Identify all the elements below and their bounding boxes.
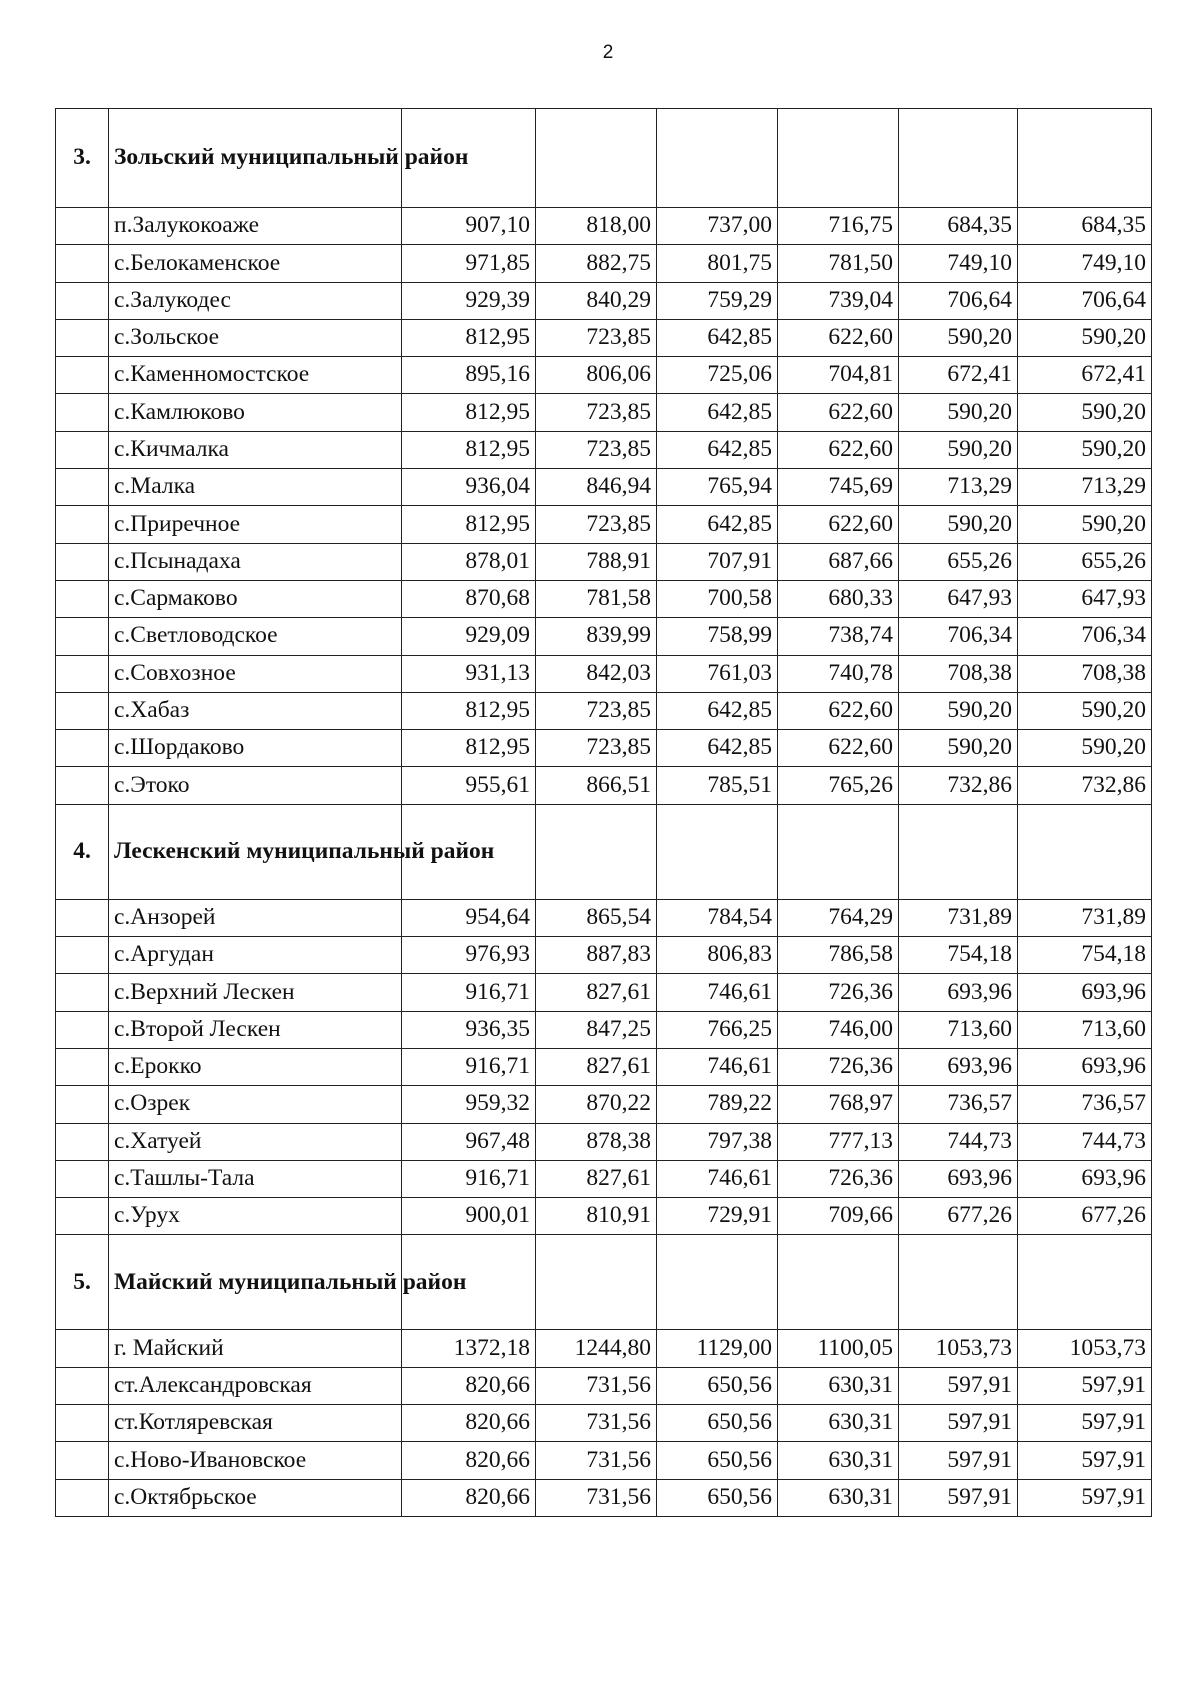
rate-value: 746,61 — [657, 1160, 778, 1197]
rate-value: 731,56 — [536, 1442, 657, 1479]
district-header-row — [56, 1235, 1152, 1330]
rate-value: 597,91 — [1018, 1479, 1152, 1516]
rate-value: 758,99 — [657, 618, 778, 655]
rate-value: 729,91 — [657, 1198, 778, 1235]
index-cell — [56, 974, 109, 1011]
rate-value: 839,99 — [536, 618, 657, 655]
rate-value: 827,61 — [536, 1160, 657, 1197]
rate-value: 590,20 — [899, 730, 1018, 767]
rate-value: 882,75 — [536, 245, 657, 282]
rate-value: 687,66 — [778, 543, 899, 580]
table-row — [56, 618, 1152, 655]
locality-name: с.Шордаково — [109, 730, 402, 767]
rate-value: 693,96 — [1018, 1160, 1152, 1197]
rate-value: 870,22 — [536, 1086, 657, 1123]
rate-value: 916,71 — [402, 974, 536, 1011]
district-index: 4. — [56, 804, 109, 899]
rate-value: 931,13 — [402, 655, 536, 692]
rate-value: 642,85 — [657, 692, 778, 729]
rate-value: 622,60 — [778, 394, 899, 431]
rate-value: 726,36 — [778, 974, 899, 1011]
rate-value: 731,89 — [899, 899, 1018, 936]
locality-name: с.Псынадаха — [109, 543, 402, 580]
rate-value: 866,51 — [536, 767, 657, 804]
rate-value: 650,56 — [657, 1479, 778, 1516]
rate-value: 597,91 — [899, 1405, 1018, 1442]
rate-value: 781,50 — [778, 245, 899, 282]
rate-value: 590,20 — [1018, 692, 1152, 729]
rate-value: 842,03 — [536, 655, 657, 692]
locality-name: с.Совхозное — [109, 655, 402, 692]
empty-cell — [1018, 109, 1152, 208]
rate-value: 967,48 — [402, 1123, 536, 1160]
empty-cell — [536, 804, 657, 899]
rate-value: 745,69 — [778, 469, 899, 506]
rate-value: 590,20 — [899, 506, 1018, 543]
index-cell — [56, 937, 109, 974]
locality-name: с.Малка — [109, 469, 402, 506]
rate-value: 846,94 — [536, 469, 657, 506]
district-title: Лескенский муниципальный район — [109, 804, 402, 899]
rate-value: 597,91 — [1018, 1442, 1152, 1479]
locality-name: с.Приречное — [109, 506, 402, 543]
index-cell — [56, 394, 109, 431]
rate-value: 597,91 — [1018, 1367, 1152, 1404]
rate-value: 713,60 — [899, 1011, 1018, 1048]
rate-value: 754,18 — [1018, 937, 1152, 974]
rate-value: 622,60 — [778, 730, 899, 767]
rate-value: 765,26 — [778, 767, 899, 804]
locality-name: с.Кичмалка — [109, 431, 402, 468]
locality-name: с.Второй Лескен — [109, 1011, 402, 1048]
rate-value: 650,56 — [657, 1405, 778, 1442]
rate-value: 744,73 — [1018, 1123, 1152, 1160]
rate-value: 708,38 — [899, 655, 1018, 692]
index-cell — [56, 692, 109, 729]
index-cell — [56, 1160, 109, 1197]
rate-value: 1372,18 — [402, 1330, 536, 1367]
rate-value: 812,95 — [402, 506, 536, 543]
rate-value: 818,00 — [536, 208, 657, 245]
rate-value: 746,61 — [657, 1048, 778, 1085]
index-cell — [56, 282, 109, 319]
rate-value: 726,36 — [778, 1048, 899, 1085]
rate-value: 672,41 — [899, 357, 1018, 394]
rate-value: 597,91 — [1018, 1405, 1152, 1442]
rate-value: 597,91 — [899, 1479, 1018, 1516]
rate-value: 677,26 — [899, 1198, 1018, 1235]
rate-value: 590,20 — [1018, 431, 1152, 468]
rate-value: 746,00 — [778, 1011, 899, 1048]
rate-value: 1100,05 — [778, 1330, 899, 1367]
locality-name: с.Светловодское — [109, 618, 402, 655]
rate-value: 936,35 — [402, 1011, 536, 1048]
rate-value: 650,56 — [657, 1367, 778, 1404]
index-cell — [56, 1123, 109, 1160]
locality-name: ст.Котляревская — [109, 1405, 402, 1442]
rate-value: 812,95 — [402, 394, 536, 431]
rate-value: 1053,73 — [899, 1330, 1018, 1367]
rate-value: 827,61 — [536, 974, 657, 1011]
table-row — [56, 899, 1152, 936]
table-row — [56, 431, 1152, 468]
rate-value: 642,85 — [657, 431, 778, 468]
locality-name: с.Сармаково — [109, 580, 402, 617]
rate-value: 642,85 — [657, 506, 778, 543]
rate-value: 789,22 — [657, 1086, 778, 1123]
index-cell — [56, 1048, 109, 1085]
locality-name: с.Октябрьское — [109, 1479, 402, 1516]
rate-value: 725,06 — [657, 357, 778, 394]
rate-value: 597,91 — [899, 1442, 1018, 1479]
rate-value: 929,39 — [402, 282, 536, 319]
rate-value: 749,10 — [899, 245, 1018, 282]
locality-name: с.Этоко — [109, 767, 402, 804]
index-cell — [56, 1405, 109, 1442]
rate-value: 622,60 — [778, 692, 899, 729]
table-row — [56, 580, 1152, 617]
table-row — [56, 937, 1152, 974]
table-row — [56, 319, 1152, 356]
rate-value: 693,96 — [1018, 1048, 1152, 1085]
rate-value: 693,96 — [899, 974, 1018, 1011]
rate-value: 723,85 — [536, 394, 657, 431]
locality-name: с.Аргудан — [109, 937, 402, 974]
rate-value: 590,20 — [1018, 394, 1152, 431]
rate-value: 677,26 — [1018, 1198, 1152, 1235]
district-title: Зольский муниципальный район — [109, 109, 402, 208]
rate-value: 622,60 — [778, 431, 899, 468]
rate-value: 820,66 — [402, 1479, 536, 1516]
empty-cell — [778, 1235, 899, 1330]
locality-name: с.Верхний Лескен — [109, 974, 402, 1011]
rate-value: 642,85 — [657, 730, 778, 767]
rate-value: 736,57 — [1018, 1086, 1152, 1123]
rate-value: 761,03 — [657, 655, 778, 692]
table-row — [56, 543, 1152, 580]
empty-cell — [1018, 804, 1152, 899]
table-row — [56, 394, 1152, 431]
rate-value: 820,66 — [402, 1367, 536, 1404]
rate-value: 732,86 — [1018, 767, 1152, 804]
rate-value: 900,01 — [402, 1198, 536, 1235]
rate-value: 959,32 — [402, 1086, 536, 1123]
index-cell — [56, 543, 109, 580]
locality-name: с.Белокаменское — [109, 245, 402, 282]
empty-cell — [536, 1235, 657, 1330]
rate-value: 812,95 — [402, 730, 536, 767]
rate-value: 765,94 — [657, 469, 778, 506]
district-index: 3. — [56, 109, 109, 208]
locality-name: с.Залукодес — [109, 282, 402, 319]
locality-name: г. Майский — [109, 1330, 402, 1367]
table-row — [56, 655, 1152, 692]
rate-value: 916,71 — [402, 1048, 536, 1085]
rate-value: 812,95 — [402, 692, 536, 729]
rate-value: 647,93 — [899, 580, 1018, 617]
rate-value: 759,29 — [657, 282, 778, 319]
rate-value: 764,29 — [778, 899, 899, 936]
rate-value: 700,58 — [657, 580, 778, 617]
empty-cell — [899, 804, 1018, 899]
rate-value: 707,91 — [657, 543, 778, 580]
rate-value: 754,18 — [899, 937, 1018, 974]
rate-value: 954,64 — [402, 899, 536, 936]
empty-cell — [778, 109, 899, 208]
empty-cell — [536, 109, 657, 208]
rate-value: 878,38 — [536, 1123, 657, 1160]
rate-value: 723,85 — [536, 506, 657, 543]
rate-value: 738,74 — [778, 618, 899, 655]
table-row — [56, 692, 1152, 729]
table-row — [56, 282, 1152, 319]
rate-value: 716,75 — [778, 208, 899, 245]
rate-value: 622,60 — [778, 319, 899, 356]
rate-value: 1129,00 — [657, 1330, 778, 1367]
index-cell — [56, 1367, 109, 1404]
rate-value: 708,38 — [1018, 655, 1152, 692]
index-cell — [56, 208, 109, 245]
rate-value: 916,71 — [402, 1160, 536, 1197]
rate-value: 706,64 — [1018, 282, 1152, 319]
table-row — [56, 767, 1152, 804]
table-row — [56, 469, 1152, 506]
rate-value: 740,78 — [778, 655, 899, 692]
rate-value: 684,35 — [1018, 208, 1152, 245]
rate-value: 693,96 — [899, 1160, 1018, 1197]
index-cell — [56, 767, 109, 804]
rate-value: 971,85 — [402, 245, 536, 282]
rate-value: 693,96 — [899, 1048, 1018, 1085]
rate-value: 731,89 — [1018, 899, 1152, 936]
rate-value: 746,61 — [657, 974, 778, 1011]
index-cell — [56, 469, 109, 506]
rate-value: 781,58 — [536, 580, 657, 617]
rates-table — [55, 108, 1152, 1517]
rate-value: 597,91 — [899, 1367, 1018, 1404]
empty-cell — [1018, 1235, 1152, 1330]
empty-cell — [657, 1235, 778, 1330]
rate-value: 806,83 — [657, 937, 778, 974]
empty-cell — [657, 109, 778, 208]
rate-value: 736,57 — [899, 1086, 1018, 1123]
rate-value: 801,75 — [657, 245, 778, 282]
locality-name: с.Хабаз — [109, 692, 402, 729]
table-row — [56, 1405, 1152, 1442]
rate-value: 976,93 — [402, 937, 536, 974]
rate-value: 806,06 — [536, 357, 657, 394]
rate-value: 744,73 — [899, 1123, 1018, 1160]
rate-value: 785,51 — [657, 767, 778, 804]
rate-value: 706,34 — [899, 618, 1018, 655]
rate-value: 590,20 — [1018, 730, 1152, 767]
rate-value: 622,60 — [778, 506, 899, 543]
rate-value: 797,38 — [657, 1123, 778, 1160]
table-row — [56, 357, 1152, 394]
locality-name: с.Зольское — [109, 319, 402, 356]
district-header-row — [56, 109, 1152, 208]
index-cell — [56, 899, 109, 936]
rate-value: 955,61 — [402, 767, 536, 804]
index-cell — [56, 730, 109, 767]
empty-cell — [778, 804, 899, 899]
rate-value: 726,36 — [778, 1160, 899, 1197]
rate-value: 590,20 — [899, 394, 1018, 431]
rate-value: 840,29 — [536, 282, 657, 319]
rate-value: 737,00 — [657, 208, 778, 245]
empty-cell — [899, 109, 1018, 208]
rate-value: 810,91 — [536, 1198, 657, 1235]
rate-value: 655,26 — [1018, 543, 1152, 580]
rate-value: 590,20 — [899, 319, 1018, 356]
rate-value: 766,25 — [657, 1011, 778, 1048]
rate-value: 709,66 — [778, 1198, 899, 1235]
table-row — [56, 730, 1152, 767]
table-row — [56, 1198, 1152, 1235]
rate-value: 887,83 — [536, 937, 657, 974]
index-cell — [56, 618, 109, 655]
rate-value: 630,31 — [778, 1405, 899, 1442]
index-cell — [56, 1198, 109, 1235]
index-cell — [56, 245, 109, 282]
table-row — [56, 506, 1152, 543]
rate-value: 865,54 — [536, 899, 657, 936]
rate-value: 704,81 — [778, 357, 899, 394]
rate-value: 723,85 — [536, 319, 657, 356]
rate-value: 590,20 — [1018, 506, 1152, 543]
index-cell — [56, 1086, 109, 1123]
table-row — [56, 1160, 1152, 1197]
locality-name: с.Хатуей — [109, 1123, 402, 1160]
rate-value: 777,13 — [778, 1123, 899, 1160]
locality-name: с.Ново-Ивановское — [109, 1442, 402, 1479]
rate-value: 827,61 — [536, 1048, 657, 1085]
locality-name: с.Озрек — [109, 1086, 402, 1123]
rate-value: 723,85 — [536, 431, 657, 468]
page-number: 2 — [602, 42, 614, 63]
rate-value: 706,34 — [1018, 618, 1152, 655]
table-row — [56, 1123, 1152, 1160]
rate-value: 786,58 — [778, 937, 899, 974]
rate-value: 788,91 — [536, 543, 657, 580]
index-cell — [56, 1330, 109, 1367]
table-row — [56, 974, 1152, 1011]
table-row — [56, 1442, 1152, 1479]
rate-value: 749,10 — [1018, 245, 1152, 282]
table-row — [56, 208, 1152, 245]
rate-value: 731,56 — [536, 1367, 657, 1404]
empty-cell — [657, 804, 778, 899]
rate-value: 723,85 — [536, 730, 657, 767]
rate-value: 731,56 — [536, 1405, 657, 1442]
index-cell — [56, 431, 109, 468]
locality-name: ст.Александровская — [109, 1367, 402, 1404]
table-row — [56, 1479, 1152, 1516]
district-title: Майский муниципальный район — [109, 1235, 402, 1330]
locality-name: с.Ташлы-Тала — [109, 1160, 402, 1197]
rate-value: 647,93 — [1018, 580, 1152, 617]
index-cell — [56, 1011, 109, 1048]
table-row — [56, 1330, 1152, 1367]
rate-value: 680,33 — [778, 580, 899, 617]
rate-value: 672,41 — [1018, 357, 1152, 394]
rate-value: 693,96 — [1018, 974, 1152, 1011]
index-cell — [56, 319, 109, 356]
rate-value: 812,95 — [402, 319, 536, 356]
rate-value: 713,29 — [1018, 469, 1152, 506]
rate-value: 630,31 — [778, 1442, 899, 1479]
table-row — [56, 245, 1152, 282]
rate-value: 936,04 — [402, 469, 536, 506]
rate-value: 1244,80 — [536, 1330, 657, 1367]
rate-value: 731,56 — [536, 1479, 657, 1516]
locality-name: с.Анзорей — [109, 899, 402, 936]
table-row — [56, 1367, 1152, 1404]
district-header-row — [56, 804, 1152, 899]
rate-value: 630,31 — [778, 1367, 899, 1404]
rate-value: 820,66 — [402, 1442, 536, 1479]
rate-value: 713,60 — [1018, 1011, 1152, 1048]
rate-value: 590,20 — [899, 692, 1018, 729]
rate-value: 642,85 — [657, 319, 778, 356]
rate-value: 895,16 — [402, 357, 536, 394]
index-cell — [56, 357, 109, 394]
district-index: 5. — [56, 1235, 109, 1330]
locality-name: с.Урух — [109, 1198, 402, 1235]
rate-value: 723,85 — [536, 692, 657, 729]
empty-cell — [899, 1235, 1018, 1330]
rate-value: 684,35 — [899, 208, 1018, 245]
rate-value: 929,09 — [402, 618, 536, 655]
rate-value: 907,10 — [402, 208, 536, 245]
index-cell — [56, 580, 109, 617]
table-row — [56, 1011, 1152, 1048]
table-row — [56, 1048, 1152, 1085]
rate-value: 713,29 — [899, 469, 1018, 506]
rate-value: 1053,73 — [1018, 1330, 1152, 1367]
rate-value: 655,26 — [899, 543, 1018, 580]
rate-value: 820,66 — [402, 1405, 536, 1442]
rate-value: 732,86 — [899, 767, 1018, 804]
locality-name: п.Залукокоаже — [109, 208, 402, 245]
rate-value: 706,64 — [899, 282, 1018, 319]
locality-name: с.Каменномостское — [109, 357, 402, 394]
rate-value: 812,95 — [402, 431, 536, 468]
index-cell — [56, 655, 109, 692]
rate-value: 768,97 — [778, 1086, 899, 1123]
index-cell — [56, 506, 109, 543]
index-cell — [56, 1479, 109, 1516]
rate-value: 590,20 — [899, 431, 1018, 468]
rate-value: 784,54 — [657, 899, 778, 936]
rate-value: 650,56 — [657, 1442, 778, 1479]
locality-name: с.Камлюково — [109, 394, 402, 431]
rate-value: 642,85 — [657, 394, 778, 431]
table-row — [56, 1086, 1152, 1123]
rate-value: 739,04 — [778, 282, 899, 319]
rate-value: 878,01 — [402, 543, 536, 580]
rate-value: 630,31 — [778, 1479, 899, 1516]
locality-name: с.Ерокко — [109, 1048, 402, 1085]
rate-value: 870,68 — [402, 580, 536, 617]
rate-value: 847,25 — [536, 1011, 657, 1048]
rate-value: 590,20 — [1018, 319, 1152, 356]
index-cell — [56, 1442, 109, 1479]
